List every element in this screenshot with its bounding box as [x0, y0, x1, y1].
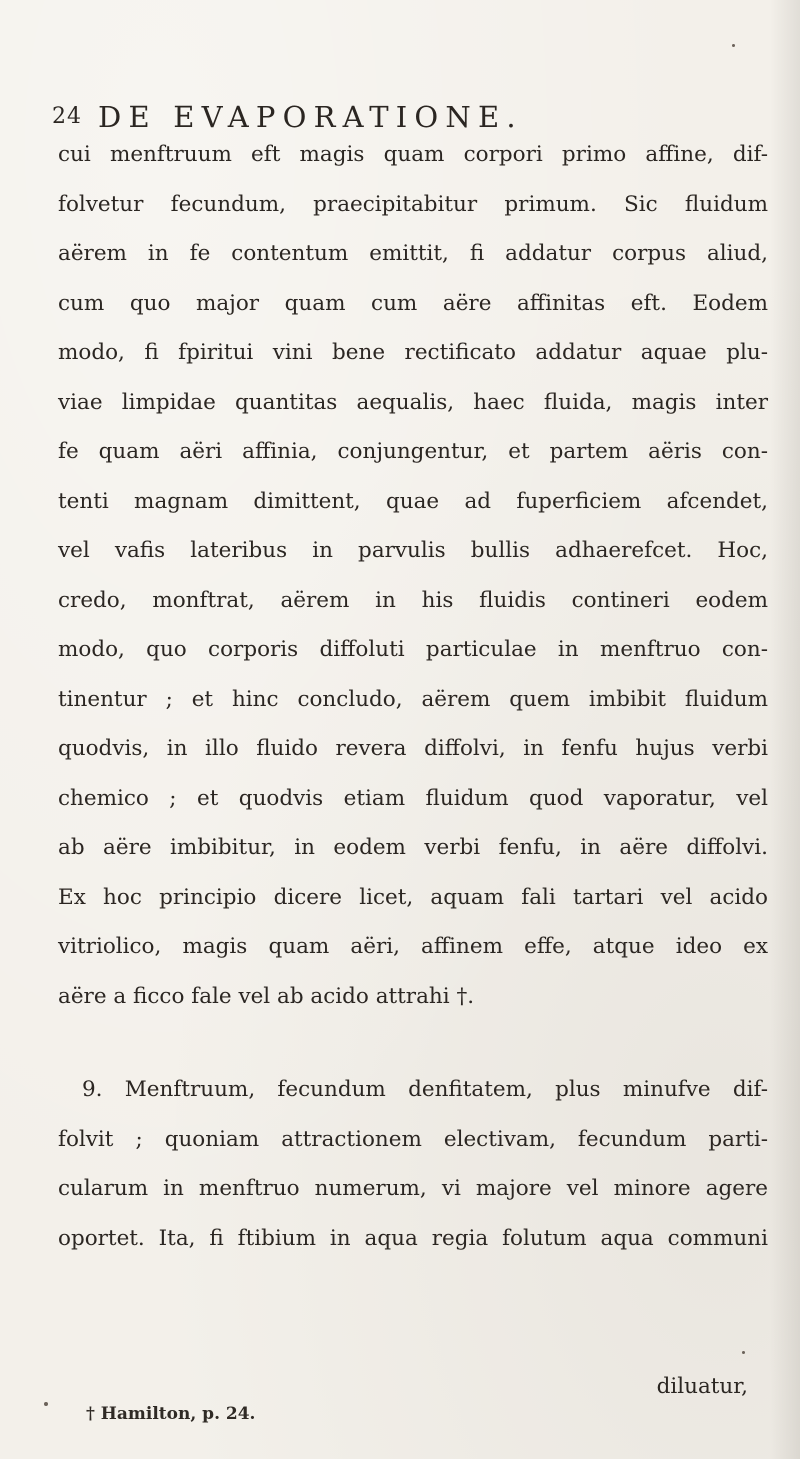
text-line: vel vafis lateribus in parvulis bullis adhaerefcet. Hoc, [58, 538, 768, 563]
text-line: viae limpidae quantitas aequalis, haec fluida, magis inter [58, 389, 768, 415]
text-line: credo, monftrat, aërem in his fluidis contineri eodem [58, 587, 768, 613]
text-line: cularum in menftruo numerum, vi majore vel minore agere [58, 1176, 768, 1201]
text-line: tinentur ; et hinc concludo, aërem quem imbibit fluidum [58, 686, 768, 712]
text-line: modo, quo corporis diffoluti particulae in menftruo con- [58, 637, 768, 662]
paragraph-gap [58, 1021, 768, 1065]
ink-speck [44, 1402, 48, 1406]
text-line: aëre a ficco fale vel ab acido attrahi †. [58, 983, 475, 1009]
text-line: vitriolico, magis quam aëri, affinem effe, atque ideo ex [58, 934, 768, 959]
ink-speck [732, 44, 735, 47]
text-line: quodvis, in illo fluido revera diffolvi, in fenfu hujus verbi [58, 736, 768, 761]
text-line: folvetur fecundum, praecipitabitur primum. Sic fluidum [58, 191, 768, 217]
text-line: 9. Menftruum, fecundum denfitatem, plus minufve dif- [82, 1077, 768, 1102]
paragraph-1 [58, 130, 768, 1021]
ink-speck [742, 1351, 745, 1354]
text-line: Ex hoc principio dicere licet, aquam fali tartari vel acido [58, 884, 768, 910]
chapter-title: DE EVAPORATIONE. [98, 100, 523, 134]
text-line: chemico ; et quodvis etiam fluidum quod vaporatur, vel [58, 785, 768, 811]
text-line: aërem in fe contentum emittit, fi addatur corpus aliud, [58, 241, 768, 266]
paragraph-2 [58, 1065, 768, 1263]
text-line: fe quam aëri affinia, conjungentur, et partem aëris con- [58, 439, 768, 464]
text-line: ab aëre imbibitur, in eodem verbi fenfu, in aëre diffolvi. [58, 835, 768, 860]
footnote: † Hamilton, p. 24. [86, 1404, 256, 1424]
text-line: tenti magnam dimittent, quae ad fuperficiem afcendet, [58, 488, 768, 514]
page-edge-shadow [770, 0, 800, 1459]
text-line: folvit ; quoniam attractionem electivam, fecundum parti- [58, 1126, 768, 1152]
text-line: cum quo major quam cum aëre affinitas eft. Eodem [58, 290, 768, 316]
body-text [58, 130, 768, 1263]
text-line: modo, fi fpiritui vini bene rectificato addatur aquae plu- [58, 340, 768, 365]
text-line: oportet. Ita, fi ftibium in aqua regia folutum aqua communi [58, 1225, 768, 1251]
page-number: 24 [52, 104, 82, 129]
text-line: cui menftruum eft magis quam corpori primo affine, dif- [58, 142, 768, 167]
catchword: diluatur, [656, 1374, 748, 1399]
